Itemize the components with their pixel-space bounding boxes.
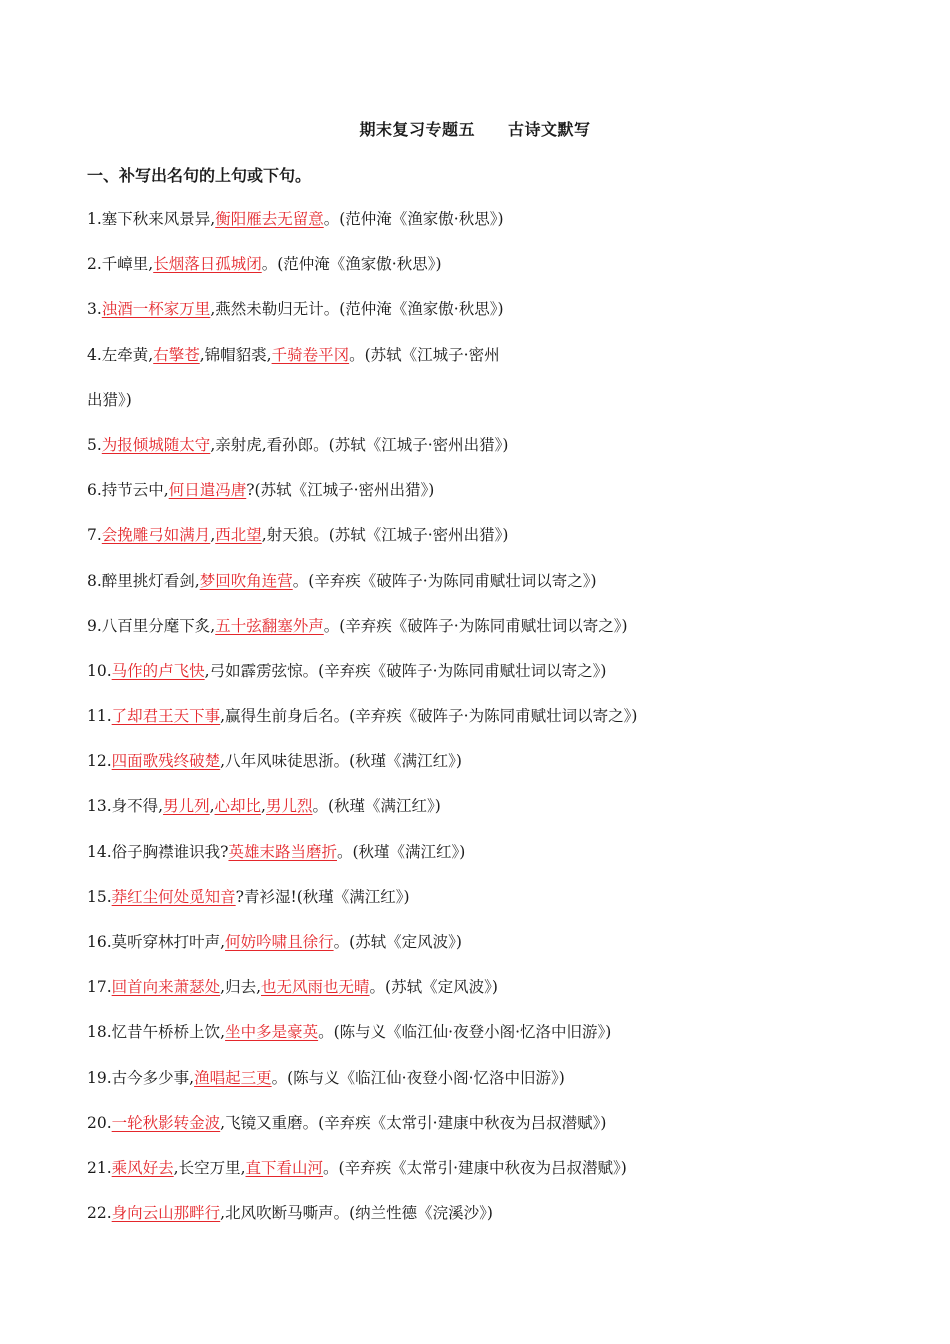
line-text: ,射天狼。(苏轼《江城子·密州出猎》) (261, 526, 509, 545)
poem-line (87, 479, 887, 524)
line-text: 7. (87, 526, 102, 545)
line-text: 6.持节云中, (87, 481, 169, 500)
answer-text: 为报倾城随太守 (101, 435, 211, 454)
line-text: 。(秋瑾《满江红》) (336, 842, 466, 861)
poem-line (87, 1067, 887, 1112)
line-text: 。(范仲淹《渔家傲·秋思》) (261, 255, 442, 274)
line-text: 20. (87, 1113, 112, 1132)
line-text: 。(辛弃疾《破阵子·为陈同甫赋壮词以寄之》) (323, 616, 628, 635)
line-text: 1.塞下秋来风景异, (87, 210, 216, 228)
line-text: 16.莫听穿林打叶声, (87, 933, 226, 951)
line-text: 。(辛弃疾《破阵子·为陈同甫赋壮词以寄之》) (292, 571, 597, 590)
line-text: 14.俗子胸襟谁识我? (87, 842, 229, 861)
line-text: , (209, 797, 215, 816)
line-text: 2.千嶂里, (87, 255, 154, 274)
poem-line (87, 208, 887, 253)
answer-text: 何妨吟啸且徐行 (225, 933, 334, 951)
answer-text: 衡阳雁去无留意 (215, 210, 324, 228)
answer-text: 长烟落日孤城闭 (153, 255, 262, 274)
line-text: ,亲射虎,看孙郎。(苏轼《江城子·密州出猎》) (210, 435, 509, 454)
line-text: 。(辛弃疾《太常引·建康中秋夜为吕叔潜赋》) (323, 1158, 627, 1177)
line-text: , (210, 526, 216, 545)
answer-text: 回首向来萧瑟处 (111, 978, 221, 997)
line-text: 。(陈与义《临江仙·夜登小阁·忆洛中旧游》) (271, 1068, 565, 1087)
poem-line-list (87, 208, 887, 1247)
answer-text: 男儿烈 (265, 797, 313, 816)
line-text: ?(苏轼《江城子·密州出猎》) (246, 481, 435, 500)
poem-line (87, 1202, 887, 1247)
answer-text: 右擎苍 (153, 345, 200, 364)
line-text: 22. (87, 1204, 112, 1223)
line-text: 5. (87, 435, 102, 454)
line-text: 13.身不得, (87, 797, 164, 816)
line-text: 。(秋瑾《满江红》) (312, 797, 441, 816)
line-text: 3. (87, 300, 102, 319)
answer-text: 心却比 (214, 797, 262, 816)
answer-text: 会挽雕弓如满月 (101, 526, 211, 545)
line-text: 10. (87, 661, 112, 680)
line-text: 8.醉里挑灯看剑, (87, 571, 200, 590)
answer-text: 莽红尘何处觅知音 (111, 887, 236, 906)
answer-text: 梦回吹角连营 (199, 571, 293, 590)
line-text: 。(范仲淹《渔家傲·秋思》) (323, 210, 504, 228)
poem-line (87, 795, 887, 840)
line-text: 。(苏轼《定风波》) (369, 978, 498, 997)
poem-line (87, 1112, 887, 1157)
answer-text: 马作的卢飞快 (111, 661, 205, 680)
line-text: 。(陈与义《临江仙·夜登小阁·忆洛中旧游》) (318, 1023, 612, 1042)
poem-line (87, 750, 887, 795)
line-text: 18.忆昔午桥桥上饮, (87, 1023, 226, 1042)
line-text: 17. (87, 978, 112, 997)
answer-text: 男儿列 (163, 797, 210, 816)
poem-line (87, 344, 887, 389)
line-text: 11. (87, 707, 112, 726)
poem-line (87, 660, 887, 705)
answer-text: 千骑卷平冈 (271, 345, 350, 364)
line-text: 出猎》) (87, 390, 132, 409)
poem-line (87, 298, 887, 343)
line-text: 21. (87, 1158, 112, 1177)
answer-text: 身向云山那畔行 (111, 1204, 221, 1223)
answer-text: 英雄末路当磨折 (228, 842, 337, 861)
poem-line (87, 976, 887, 1021)
line-text: ,八年风味徒思浙。(秋瑾《满江红》) (220, 752, 462, 771)
poem-line (87, 1021, 887, 1066)
line-text: 12. (87, 752, 112, 771)
answer-text: 也无风雨也无晴 (261, 978, 370, 997)
line-text: 。(苏轼《江城子·密州 (349, 345, 500, 364)
answer-text: 四面歌残终破楚 (111, 752, 221, 771)
poem-line (87, 389, 887, 434)
poem-line (87, 1157, 887, 1202)
line-text: ,归去, (220, 978, 262, 997)
poem-line (87, 570, 887, 615)
line-text: 。(苏轼《定风波》) (333, 933, 462, 951)
poem-line (87, 886, 887, 931)
answer-text: 乘风好去 (111, 1158, 174, 1177)
line-text: 19.古今多少事, (87, 1068, 195, 1087)
page-title: 期末复习专题五 古诗文默写 (359, 120, 591, 139)
line-text: ,弓如霹雳弦惊。(辛弃疾《破阵子·为陈同甫赋壮词以寄之》) (204, 661, 607, 680)
line-text: ,燕然未勒归无计。(范仲淹《渔家傲·秋思》) (210, 300, 504, 319)
line-text: ,飞镜又重磨。(辛弃疾《太常引·建康中秋夜为吕叔潜赋》) (220, 1113, 607, 1132)
answer-text: 了却君王天下事 (111, 707, 221, 726)
poem-line (87, 253, 887, 298)
answer-text: 一轮秋影转金波 (111, 1113, 221, 1132)
poem-line (87, 841, 887, 886)
section-heading: 一、补写出名句的上句或下句。 (87, 166, 312, 185)
answer-text: 渔唱起三更 (194, 1068, 272, 1087)
line-text: 4.左牵黄, (87, 345, 154, 364)
poem-line (87, 434, 887, 479)
answer-text: 何日遣冯唐 (168, 481, 247, 500)
answer-text: 西北望 (215, 526, 262, 545)
line-text: ,赢得生前身后名。(辛弃疾《破阵子·为陈同甫赋壮词以寄之》) (220, 707, 638, 726)
poem-line (87, 931, 887, 976)
line-text: 15. (87, 887, 112, 906)
line-text: ?青衫湿!(秋瑾《满江红》) (235, 887, 410, 906)
line-text: ,锦帽貂裘, (199, 345, 272, 364)
poem-line (87, 524, 887, 569)
line-text: 9.八百里分麾下炙, (87, 616, 216, 635)
answer-text: 五十弦翻塞外声 (215, 616, 324, 635)
poem-line (87, 705, 887, 750)
answer-text: 直下看山河 (245, 1158, 324, 1177)
answer-text: 浊酒一杯家万里 (101, 300, 211, 319)
line-text: , (261, 797, 266, 816)
line-text: ,长空万里, (173, 1158, 246, 1177)
answer-text: 坐中多是豪英 (225, 1023, 319, 1042)
line-text: ,北风吹断马嘶声。(纳兰性德《浣溪沙》) (220, 1204, 493, 1223)
poem-line (87, 615, 887, 660)
